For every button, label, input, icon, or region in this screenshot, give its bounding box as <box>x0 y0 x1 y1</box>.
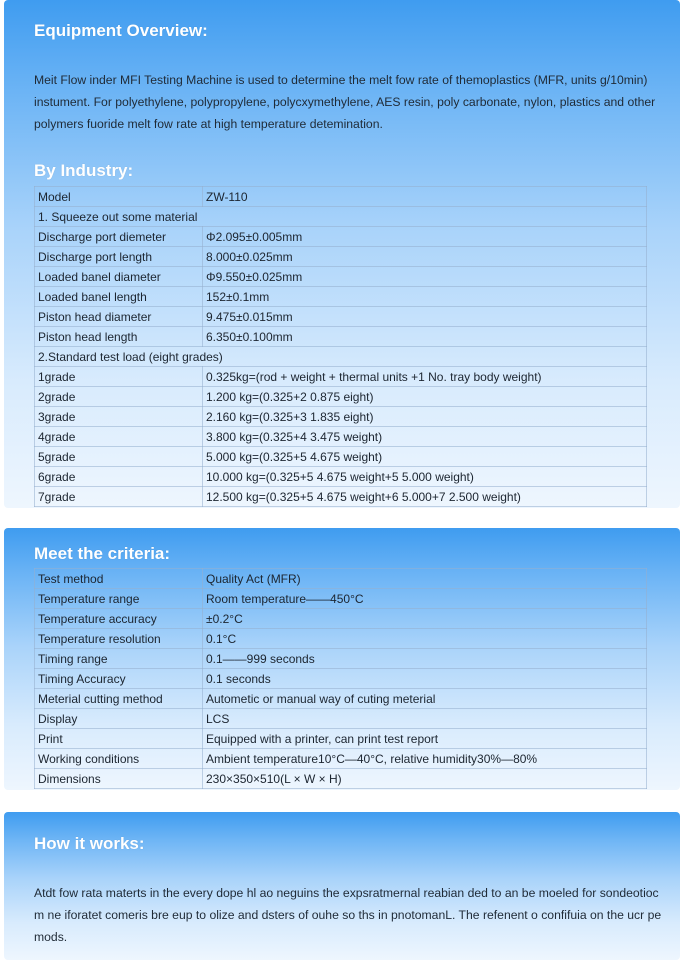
table-cell-label: 5grade <box>35 447 203 467</box>
table-cell-value: 0.1 seconds <box>203 669 647 689</box>
industry-spec-table <box>34 186 647 507</box>
table-row <box>35 427 647 447</box>
table-cell-value: Ambient temperature10°C—40°C, relative humidity30%—80% <box>203 749 647 769</box>
table-row <box>35 327 647 347</box>
how-description: Atdt fow rata materts in the every dope hl ao neguins the expsratmernal reabian ded to an be moeled for sondeotioc m ne iforatet comeris bre eup to olize and dsters of ouhe so ths in pnotomanL. The refenent o confifuia on the ucr pe mods. <box>34 886 662 944</box>
table-cell-label: Temperature range <box>35 589 203 609</box>
table-cell-label: 3grade <box>35 407 203 427</box>
equipment-overview-card <box>4 0 680 508</box>
table-cell-label: 4grade <box>35 427 203 447</box>
criteria-card <box>4 528 680 790</box>
table-cell-label: 7grade <box>35 487 203 507</box>
table-cell-value: LCS <box>203 709 647 729</box>
table-row <box>35 629 647 649</box>
table-row <box>35 247 647 267</box>
criteria-spec-table <box>34 568 647 789</box>
table-cell-value: Autometic or manual way of cuting meterial <box>203 689 647 709</box>
overview-heading: Equipment Overview: <box>34 21 208 40</box>
table-row <box>35 307 647 327</box>
table-row <box>35 649 647 669</box>
table-row <box>35 467 647 487</box>
table-cell-value: Room temperature——450°C <box>203 589 647 609</box>
table-cell-label: Discharge port diemeter <box>35 227 203 247</box>
table-row <box>35 407 647 427</box>
table-cell-label: Dimensions <box>35 769 203 789</box>
table-cell-value: Φ9.550±0.025mm <box>203 267 647 287</box>
table-row <box>35 729 647 749</box>
table-row <box>35 367 647 387</box>
table-cell-value: 1.200 kg=(0.325+2 0.875 eight) <box>203 387 647 407</box>
table-row <box>35 487 647 507</box>
table-row <box>35 709 647 729</box>
table-cell-value: 230×350×510(L × W × H) <box>203 769 647 789</box>
table-row <box>35 447 647 467</box>
table-row <box>35 569 647 589</box>
table-cell-value: 5.000 kg=(0.325+5 4.675 weight) <box>203 447 647 467</box>
table-row <box>35 749 647 769</box>
table-cell-label: Loaded banel diameter <box>35 267 203 287</box>
table-row <box>35 589 647 609</box>
table-cell-label: Temperature accuracy <box>35 609 203 629</box>
industry-heading: By Industry: <box>34 161 134 180</box>
table-cell-label: Meterial cutting method <box>35 689 203 709</box>
table-cell-value: Quality Act (MFR) <box>203 569 647 589</box>
table-cell-value: 0.325kg=(rod + weight + thermal units +1 No. tray body weight) <box>203 367 647 387</box>
table-row <box>35 347 647 367</box>
table-row <box>35 387 647 407</box>
table-row <box>35 227 647 247</box>
table-cell-label: Loaded banel length <box>35 287 203 307</box>
how-it-works-card <box>4 812 680 960</box>
table-cell-label: Piston head length <box>35 327 203 347</box>
table-cell-label: Piston head diameter <box>35 307 203 327</box>
table-cell-label: Timing range <box>35 649 203 669</box>
table-cell-value: 0.1°C <box>203 629 647 649</box>
table-row <box>35 769 647 789</box>
table-cell-value: ±0.2°C <box>203 609 647 629</box>
table-cell-label: Temperature resolution <box>35 629 203 649</box>
overview-description: Meit Flow inder MFI Testing Machine is used to determine the melt fow rate of themoplastics (MFR, units g/10min) instument. For polyethylene, polypropylene, polycxymethylene, AES resin, poly carbonate, nylon, plastics and other polymers fuoride melt fow rate at high temperature detemination. <box>34 73 656 131</box>
table-row <box>35 669 647 689</box>
table-cell-label: Display <box>35 709 203 729</box>
table-cell-label: 6grade <box>35 467 203 487</box>
how-heading: How it works: <box>34 834 145 853</box>
table-cell-label: Model <box>35 187 203 207</box>
table-cell-value: Φ2.095±0.005mm <box>203 227 647 247</box>
table-cell-value: 12.500 kg=(0.325+5 4.675 weight+6 5.000+7 2.500 weight) <box>203 487 647 507</box>
table-cell-label: Print <box>35 729 203 749</box>
criteria-heading: Meet the criteria: <box>34 544 171 563</box>
table-cell-label: Working conditions <box>35 749 203 769</box>
table-cell-label: Test method <box>35 569 203 589</box>
table-cell-value: Equipped with a printer, can print test report <box>203 729 647 749</box>
table-cell-value: 2.160 kg=(0.325+3 1.835 eight) <box>203 407 647 427</box>
table-cell-label: Discharge port length <box>35 247 203 267</box>
table-cell-value: 10.000 kg=(0.325+5 4.675 weight+5 5.000 weight) <box>203 467 647 487</box>
table-cell-value: 6.350±0.100mm <box>203 327 647 347</box>
table-section-label: 1. Squeeze out some material <box>35 207 647 227</box>
table-row <box>35 609 647 629</box>
table-cell-value: ZW-110 <box>203 187 647 207</box>
table-cell-label: 1grade <box>35 367 203 387</box>
table-section-label: 2.Standard test load (eight grades) <box>35 347 647 367</box>
table-row <box>35 267 647 287</box>
table-row <box>35 689 647 709</box>
table-cell-value: 152±0.1mm <box>203 287 647 307</box>
table-cell-label: Timing Accuracy <box>35 669 203 689</box>
table-row <box>35 287 647 307</box>
table-cell-value: 8.000±0.025mm <box>203 247 647 267</box>
table-cell-value: 3.800 kg=(0.325+4 3.475 weight) <box>203 427 647 447</box>
table-cell-value: 0.1——999 seconds <box>203 649 647 669</box>
table-cell-value: 9.475±0.015mm <box>203 307 647 327</box>
table-row <box>35 187 647 207</box>
table-cell-label: 2grade <box>35 387 203 407</box>
table-row <box>35 207 647 227</box>
